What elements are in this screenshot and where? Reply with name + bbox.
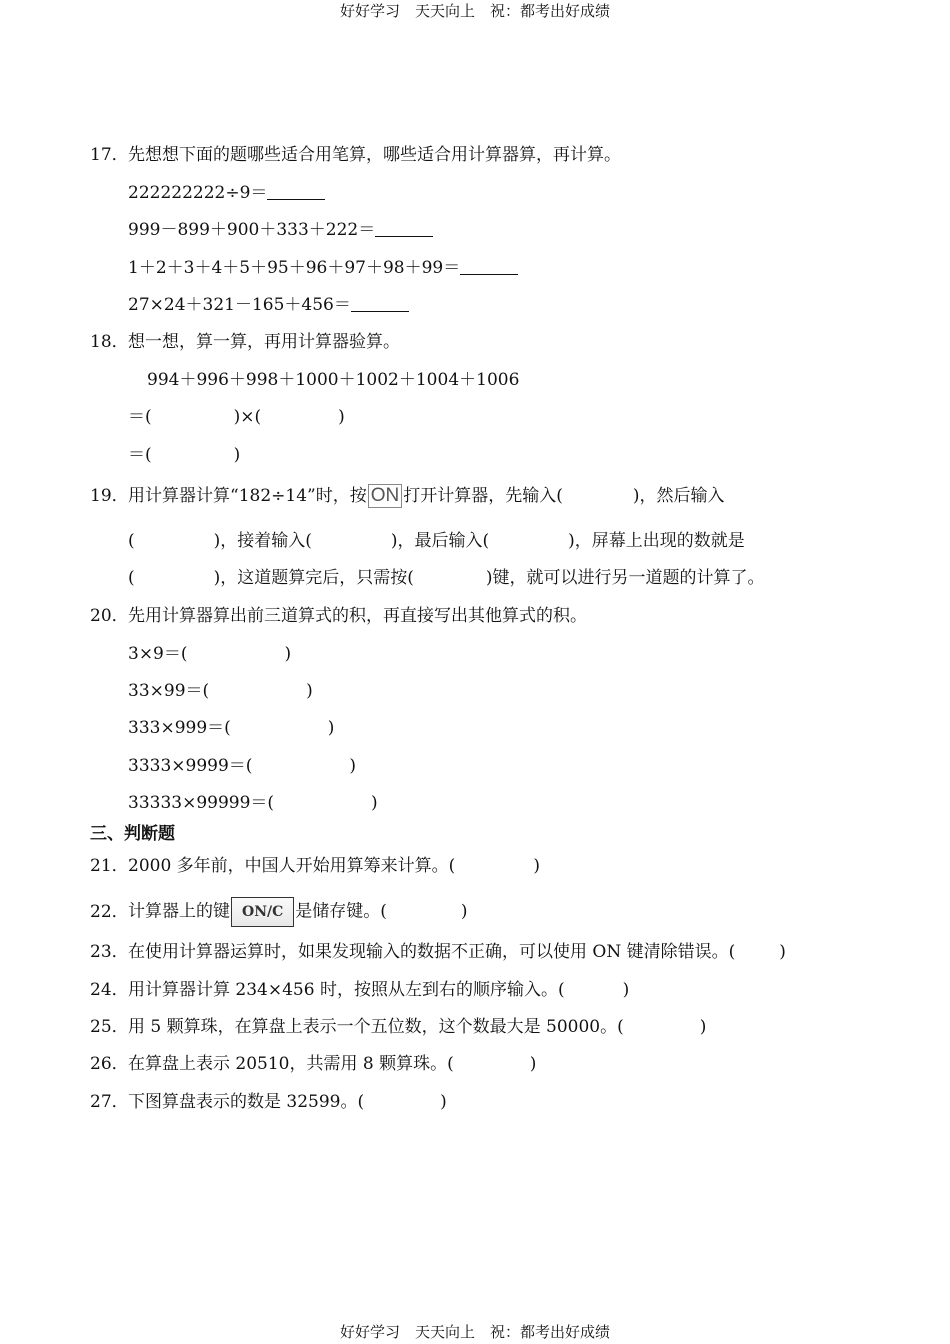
paren-close: )	[233, 445, 241, 465]
question-text: 在算盘上表示 20510，共需用 8 颗算珠。(	[128, 1054, 454, 1074]
times-paren: )×(	[233, 407, 262, 427]
expression: 999－899＋900＋333＋222＝	[128, 220, 376, 240]
question-number: 25．	[90, 1017, 129, 1037]
paren-close: )	[327, 718, 335, 738]
question-number: 20．	[90, 606, 129, 626]
expression: 222222222÷9＝	[128, 183, 268, 203]
paren-close: )	[529, 1054, 537, 1074]
question-text: 是储存键。(	[295, 901, 387, 922]
question-text: 用 5 颗算珠，在算盘上表示一个五位数，这个数最大是 50000。(	[128, 1017, 624, 1037]
q18-line-3	[128, 444, 240, 466]
question-text: 2000 多年前，中国人开始用算筹来计算。(	[128, 856, 456, 876]
paren-open: ＝(	[128, 445, 152, 465]
q17-item-3	[128, 257, 518, 279]
paren-close: )	[622, 980, 630, 1000]
question-text: )，然后输入	[632, 486, 725, 506]
paren-close: )	[440, 1092, 447, 1112]
question-number: 19．	[90, 486, 129, 506]
q19-line-2	[128, 530, 745, 552]
paren-open: ＝(	[128, 407, 152, 427]
paren-close: )	[349, 756, 357, 776]
expression: 3×9＝(	[128, 644, 188, 664]
q20-item-4	[128, 755, 356, 777]
page-header: 好好学习 天天向上 祝：都考出好成绩	[339, 2, 610, 20]
question-text: 想一想，算一算，再用计算器验算。	[128, 332, 400, 352]
q19-line-3	[128, 567, 765, 589]
question-text: 打开计算器，先输入(	[403, 486, 563, 506]
q20-item-5	[128, 792, 378, 814]
question-26	[90, 1053, 536, 1075]
expression: 33×99＝(	[128, 681, 210, 701]
q17-item-4	[128, 294, 409, 316]
question-number: 23．	[90, 942, 129, 962]
question-number: 26．	[90, 1054, 129, 1074]
paren-close: )	[533, 856, 540, 876]
question-25	[90, 1016, 706, 1038]
paren-close: )	[338, 407, 345, 427]
q17-item-2	[128, 219, 433, 241]
expression: 994＋996＋998＋1000＋1002＋1004＋1006	[147, 370, 520, 390]
expression: 3333×9999＝(	[128, 756, 253, 776]
question-text: )键，就可以进行另一道题的计算了。	[485, 568, 765, 588]
paren-close: )	[371, 793, 378, 813]
paren-close: )	[284, 644, 292, 664]
paren-open: (	[128, 531, 135, 551]
question-number: 22．	[90, 901, 129, 922]
question-text: 用计算器计算 234×456 时，按照从左到右的顺序输入。(	[128, 980, 565, 1000]
answer-blank[interactable]	[375, 219, 433, 237]
q20-item-3	[128, 717, 334, 739]
paren-close: )	[699, 1017, 707, 1037]
answer-blank[interactable]	[460, 257, 518, 275]
question-23	[90, 941, 786, 963]
question-20	[90, 605, 587, 627]
question-text: 在使用计算器运算时，如果发现输入的数据不正确，可以使用 ON 键清除错误。(	[128, 942, 736, 962]
question-number: 17．	[90, 145, 129, 165]
question-text: )，接着输入(	[213, 531, 312, 551]
q20-item-1	[128, 643, 291, 665]
question-17	[90, 144, 621, 166]
q18-expression	[147, 369, 519, 391]
question-text: )，最后输入(	[390, 531, 490, 551]
section-heading: 三、判断题	[90, 824, 175, 844]
answer-blank[interactable]	[267, 182, 325, 200]
paren-close: )	[306, 681, 313, 701]
question-text: 先用计算器算出前三道算式的积，再直接写出其他算式的积。	[128, 606, 587, 626]
question-text: 下图算盘表示的数是 32599。(	[128, 1092, 365, 1112]
question-21	[90, 855, 540, 877]
question-number: 24．	[90, 980, 129, 1000]
q20-item-2	[128, 680, 313, 702]
question-number: 18．	[90, 332, 129, 352]
expression: 27×24＋321－165＋456＝	[128, 295, 351, 315]
question-19	[90, 484, 725, 508]
question-text: 先想想下面的题哪些适合用笔算，哪些适合用计算器算，再计算。	[128, 145, 621, 165]
question-text: 用计算器计算“182÷14”时，按	[128, 486, 367, 506]
question-number: 21．	[90, 856, 129, 876]
page-footer: 好好学习 天天向上 祝：都考出好成绩	[339, 1323, 610, 1341]
paren-close: )	[779, 942, 786, 962]
q17-item-1	[128, 182, 325, 204]
expression: 1＋2＋3＋4＋5＋95＋96＋97＋98＋99＝	[128, 258, 461, 278]
question-27	[90, 1091, 447, 1113]
question-text: 计算器上的键	[128, 901, 230, 922]
question-number: 27．	[90, 1092, 129, 1112]
question-24	[90, 979, 629, 1001]
question-text: )，这道题算完后，只需按(	[213, 568, 414, 588]
expression: 333×999＝(	[128, 718, 231, 738]
answer-blank[interactable]	[351, 294, 409, 312]
expression: 33333×99999＝(	[128, 793, 275, 813]
q18-line-2	[128, 406, 345, 428]
question-22	[90, 897, 468, 927]
on-key-icon: ON	[368, 484, 403, 508]
paren-close: )	[460, 901, 468, 922]
question-text: )，屏幕上出现的数就是	[568, 531, 745, 551]
on-c-key-icon: ON/C	[231, 897, 294, 927]
question-18	[90, 331, 400, 353]
paren-open: (	[128, 568, 135, 588]
